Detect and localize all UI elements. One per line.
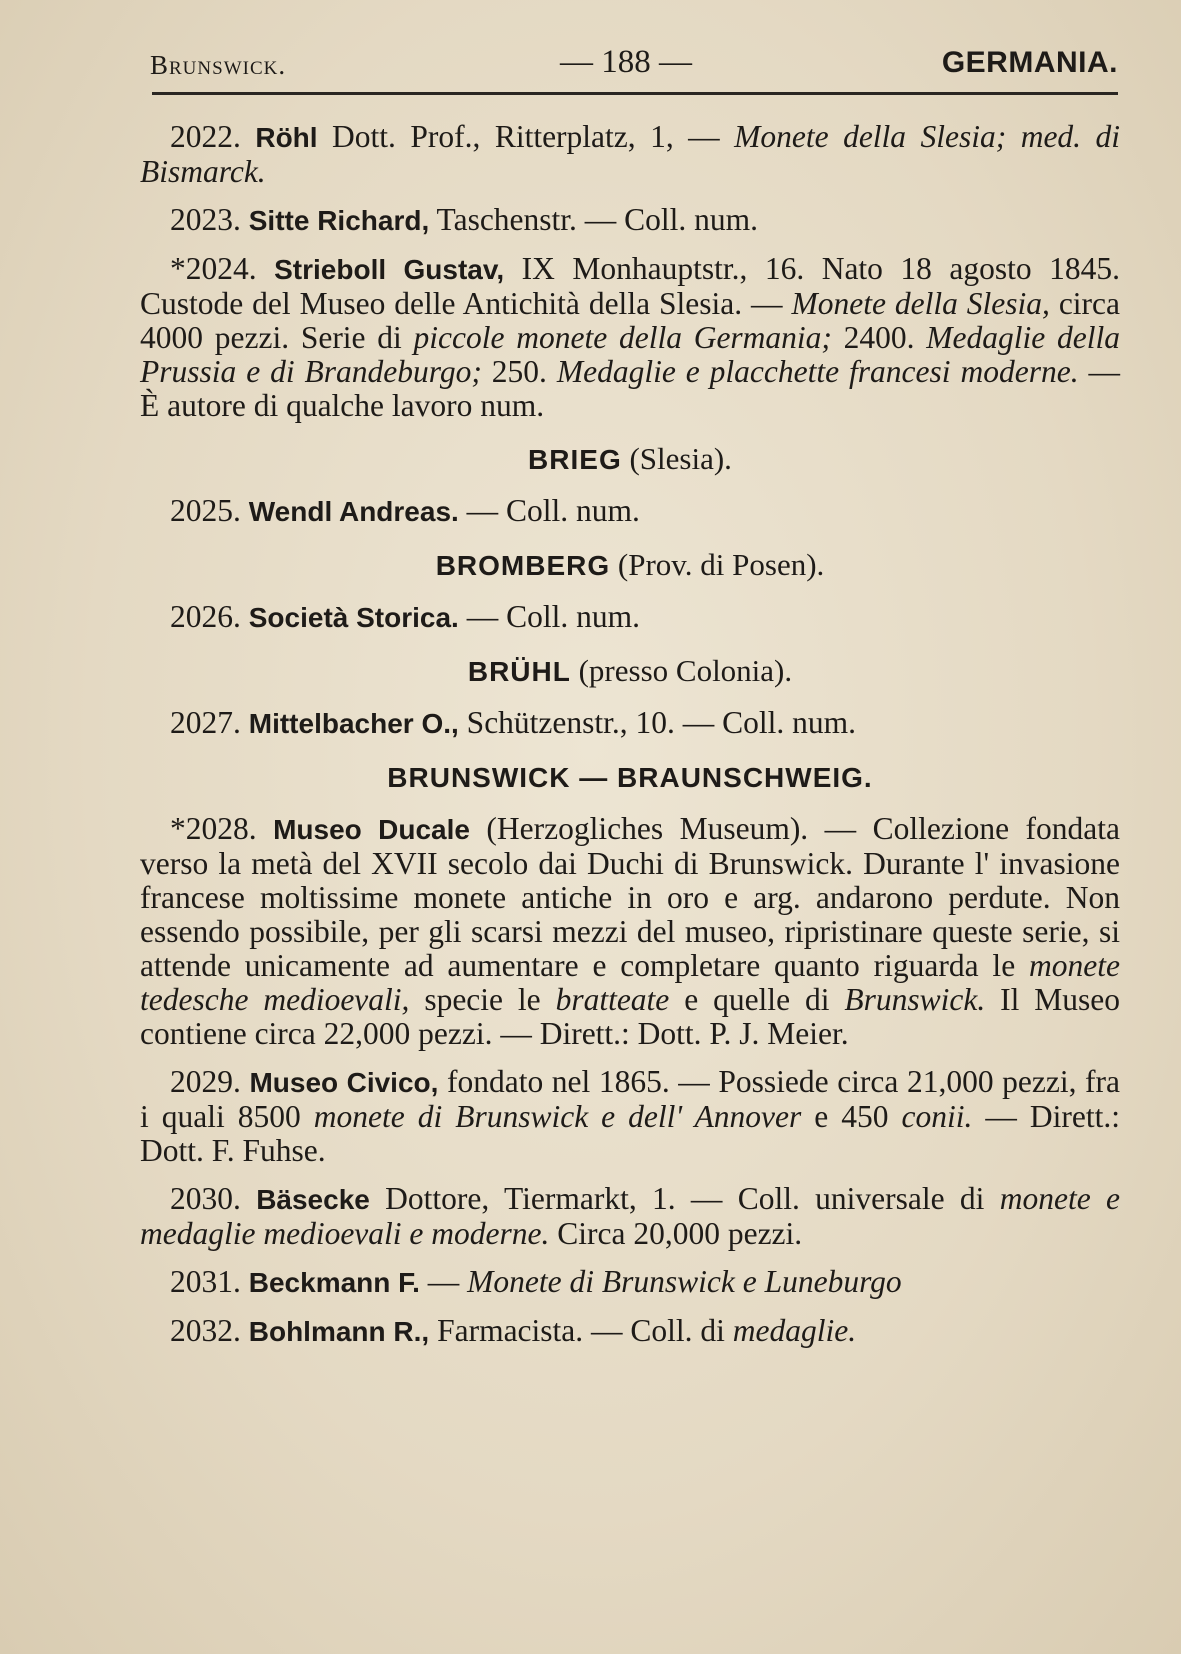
entry-italic-text: Monete della Slesia, xyxy=(791,286,1050,321)
entry-name: Strieboll Gustav, xyxy=(274,254,505,285)
entry-number: 2032. xyxy=(170,1313,241,1348)
entry-italic-text: piccole monete della Germania; xyxy=(413,320,832,355)
entry-text: — xyxy=(419,1264,468,1299)
entry-italic-text: Medaglie e placchette francesi moderne. xyxy=(556,354,1079,389)
entry-italic-text: monete tedesche medioevali, xyxy=(140,948,1120,1017)
city-name: BRÜHL xyxy=(467,656,571,687)
entry-number: 2022. xyxy=(170,119,241,154)
entry-2029 xyxy=(140,1065,1120,1168)
book-page xyxy=(140,40,1121,1348)
city-name: BRIEG xyxy=(528,444,622,475)
entry-text: e quelle di xyxy=(669,982,845,1017)
entry-italic-text: Medaglie della Prussia e di Brandeburgo; xyxy=(140,320,1120,389)
entry-name: Museo Ducale xyxy=(273,814,470,845)
entry-name: Bohlmann R., xyxy=(248,1316,430,1347)
page-number: — 188 — xyxy=(560,44,692,80)
entry-text: Farmacista. — Coll. di xyxy=(429,1313,733,1348)
entry-text: fondato nel 1865. — Possiede circa 21,000 pezzi, fra i quali 8500 xyxy=(140,1064,1121,1134)
entry-2026 xyxy=(140,600,1120,635)
header-city: Brunswick. xyxy=(150,50,287,80)
entry-text: IX Monhauptstr., 16. Nato 18 agosto 1845. Custode del Museo delle Antichità della Slesia. — xyxy=(140,251,1120,321)
entry-italic-text: Monete della Slesia; med. di Bismarck. xyxy=(140,119,1121,189)
city-name: BRUNSWICK — BRAUNSCHWEIG. xyxy=(387,762,873,793)
entry-text: 2400. xyxy=(831,320,927,355)
entry-text: (Herzogliches Museum). — Collezione fondata verso la metà del XVII secolo dai Duchi di Brunswick. Durante l' invasione francese moltissime monete antiche in oro e arg. andarono perdute. Non essendo possibile, per gli scarsi mezzi del museo, ripristinare queste serie, si attende unicamente ad aumentare e completare quanto riguarda le xyxy=(140,811,1120,983)
entry-text: e 450 xyxy=(801,1099,902,1134)
city-note: (Prov. di Posen). xyxy=(617,547,825,582)
entry-number: *2024. xyxy=(170,251,257,286)
city-note: (presso Colonia). xyxy=(578,653,793,688)
entry-name: Museo Civico, xyxy=(249,1067,439,1098)
entry-number: 2026. xyxy=(170,599,241,634)
running-header xyxy=(140,40,1120,90)
entry-italic-text: Brunswick. xyxy=(844,982,986,1017)
city-heading-bruhl xyxy=(140,653,1120,690)
entry-text: Schützenstr., 10. — Coll. num. xyxy=(458,705,857,740)
entry-2031 xyxy=(140,1265,1120,1300)
entry-italic-text: medaglie. xyxy=(732,1313,857,1348)
entry-2025 xyxy=(140,494,1120,529)
entry-number: 2029. xyxy=(170,1064,241,1099)
entry-name: Röhl xyxy=(255,122,318,153)
entry-italic-text: conii. xyxy=(901,1099,973,1134)
entry-text: Taschenstr. — Coll. num. xyxy=(429,202,759,237)
entry-text: 250. xyxy=(481,354,557,389)
entry-text: Dottore, Tiermarkt, 1. — Coll. universale di xyxy=(369,1181,1000,1216)
city-heading-brieg xyxy=(140,441,1120,478)
entry-2023 xyxy=(140,203,1120,238)
entry-name: Mittelbacher O., xyxy=(248,708,459,739)
entry-name: Sitte Richard, xyxy=(248,205,430,236)
header-country: GERMANIA. xyxy=(941,46,1118,79)
city-heading-bromberg xyxy=(140,547,1120,584)
entry-2024 xyxy=(140,252,1120,423)
entry-italic-text: monete e medaglie medioevali e moderne. xyxy=(140,1181,1120,1251)
entry-2028 xyxy=(140,812,1120,1051)
entry-text: circa 4000 pezzi. Serie di xyxy=(140,286,1121,355)
entry-text: — Dirett.: Dott. F. Fuhse. xyxy=(140,1099,1120,1168)
entry-number: 2031. xyxy=(170,1264,241,1299)
city-heading-brunswick xyxy=(140,759,1120,796)
entry-text: Il Museo contiene circa 22,000 pezzi. — Dirett.: Dott. P. J. Meier. xyxy=(140,982,1121,1051)
entry-2027 xyxy=(140,706,1120,741)
entry-text: Dott. Prof., Ritterplatz, 1, — xyxy=(317,119,735,154)
entry-number: *2028. xyxy=(170,811,257,846)
entry-number: 2025. xyxy=(170,493,241,528)
entry-2032 xyxy=(140,1314,1120,1349)
entry-text: — È autore di qualche lavoro num. xyxy=(140,354,1121,423)
entry-italic-text: monete di Brunswick e dell' Annover xyxy=(313,1099,802,1134)
entry-number: 2030. xyxy=(170,1181,241,1216)
entry-text: Circa 20,000 pezzi. xyxy=(549,1216,803,1251)
entry-number: 2027. xyxy=(170,705,241,740)
entry-2022 xyxy=(140,120,1120,189)
entry-name: Bäsecke xyxy=(256,1184,370,1215)
city-name: BROMBERG xyxy=(435,550,611,581)
entry-name: Wendl Andreas. xyxy=(248,496,459,527)
entries-list xyxy=(140,120,1120,1363)
entry-italic-text: bratteate xyxy=(555,982,670,1017)
entry-name: Beckmann F. xyxy=(248,1267,420,1298)
entry-name: Società Storica. xyxy=(248,602,459,633)
entry-text: specie le xyxy=(409,982,556,1017)
entry-text: — Coll. num. xyxy=(458,493,640,528)
city-note: (Slesia). xyxy=(629,441,732,476)
entry-2030 xyxy=(140,1182,1120,1251)
entry-number: 2023. xyxy=(170,202,241,237)
header-rule xyxy=(152,92,1118,95)
entry-italic-text: Monete di Brunswick e Luneburgo xyxy=(467,1264,902,1299)
entry-text: — Coll. num. xyxy=(458,599,640,634)
